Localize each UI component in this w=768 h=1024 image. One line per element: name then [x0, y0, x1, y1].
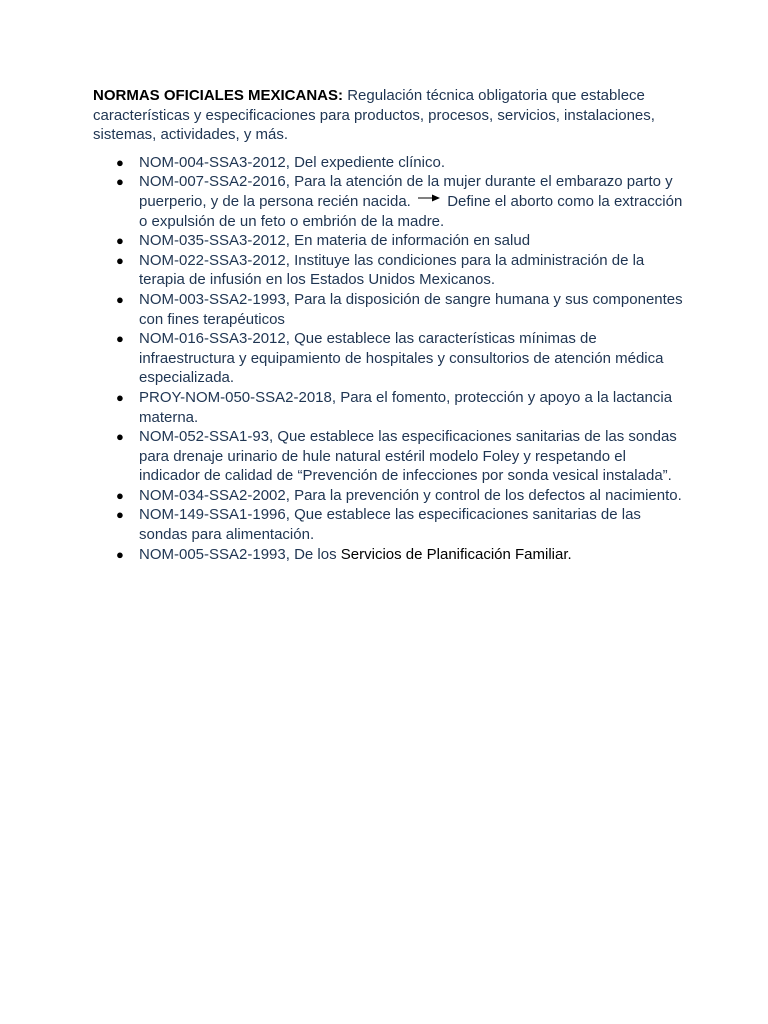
bullet-icon: ●	[116, 291, 124, 307]
list-item	[93, 505, 683, 544]
bullet-icon: ●	[116, 546, 124, 562]
list-item-text: NOM-007-SSA2-2016, Para la atención de la mujer durante el embarazo parto y puerperio, y de la persona recién nacida.	[139, 173, 673, 210]
bullet-icon: ●	[116, 154, 124, 170]
bullet-icon: ●	[116, 429, 124, 445]
bullet-icon: ●	[116, 389, 124, 405]
list-item-text: PROY-NOM-050-SSA2-2018, Para el fomento, protección y apoyo a la lactancia materna.	[139, 388, 673, 426]
list-item-text: NOM-052-SSA1-93, Que establece las especificaciones sanitarias de las sondas para drenaje urinario de hule natural estéril modelo Foley y respetando el indicador de calidad de “Prevención de infecciones por sonda vesical instalada”.	[139, 428, 677, 485]
list-item-text: NOM-004-SSA3-2012, Del expediente clínico.	[139, 153, 445, 171]
arrow-right-icon	[417, 193, 441, 203]
list-item-text: NOM-034-SSA2-2002, Para la prevención y control de los defectos al nacimiento.	[139, 486, 682, 504]
bullet-icon: ●	[116, 487, 124, 503]
list-item-text: NOM-003-SSA2-1993, Para la disposición de sangre humana y sus componentes con fines terapéuticos	[139, 290, 683, 328]
list-item	[93, 486, 683, 506]
list-item	[93, 231, 683, 251]
list-item	[93, 172, 683, 231]
list-item-text: NOM-022-SSA3-2012, Instituye las condiciones para la administración de la terapia de infusión en los Estados Unidos Mexicanos.	[139, 251, 645, 289]
list-item-text: NOM-035-SSA3-2012, En materia de información en salud	[139, 232, 531, 250]
list-item-text: NOM-005-SSA2-1993, De los	[139, 545, 337, 563]
intro-heading: NORMAS OFICIALES MEXICANAS:	[93, 87, 344, 104]
bullet-icon: ●	[116, 233, 124, 249]
list-item-text: NOM-016-SSA3-2012, Que establece las características mínimas de infraestructura y equipamiento de hospitales y consultorios de atención médica especializada.	[139, 330, 664, 387]
list-item	[93, 388, 683, 427]
bullet-icon: ●	[116, 252, 124, 268]
document-page	[93, 86, 683, 564]
list-item	[93, 153, 683, 173]
bullet-icon: ●	[116, 507, 124, 523]
intro-text: Regulación técnica obligatoria que establece características y especificaciones para productos, procesos, servicios, instalaciones, sistemas, actividades, y más.	[93, 87, 655, 144]
bullet-icon: ●	[116, 174, 124, 190]
list-item	[93, 251, 683, 290]
list-item-text: NOM-149-SSA1-1996, Que establece las especificaciones sanitarias de las sondas para alimentación.	[139, 506, 641, 544]
list-item	[93, 545, 683, 565]
norms-list	[93, 153, 683, 564]
list-item	[93, 427, 683, 486]
bullet-icon: ●	[116, 331, 124, 347]
intro-paragraph	[93, 86, 683, 145]
list-item-tail: Servicios de Planificación Familiar.	[340, 545, 572, 563]
list-item-note: Define el aborto como la extracción o expulsión de un feto o embrión de la madre.	[139, 192, 683, 230]
list-item	[93, 329, 683, 388]
list-item	[93, 290, 683, 329]
